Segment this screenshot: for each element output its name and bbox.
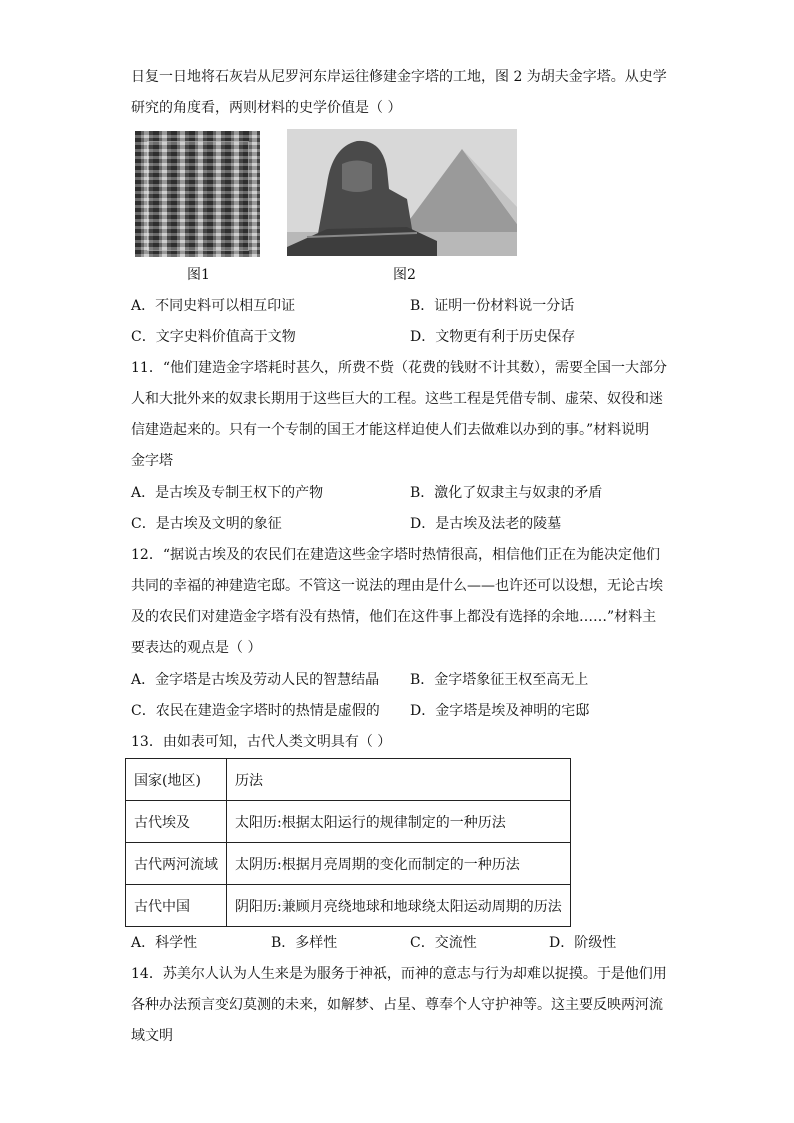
table-cell: 太阴历:根据月亮周期的变化而制定的一种历法 [227, 843, 571, 885]
q10-option-c: C．文字史料价值高于文物 [131, 329, 296, 345]
q14-stem-line-2: 各种办法预言变幻莫测的未来，如解梦、占星、尊奉个人守护神等。这主要反映两河流 [131, 997, 663, 1013]
q13-option-a: A．科学性 [131, 935, 198, 951]
q12-option-a: A．金字塔是古埃及劳动人民的智慧结晶 [131, 672, 380, 688]
sphinx-pyramid-illustration [287, 129, 517, 256]
q10-option-a: A．不同史料可以相互印证 [131, 298, 296, 314]
figure-2-caption: 图2 [393, 267, 416, 283]
q12-option-d: D．金字塔是埃及神明的宅邸 [410, 703, 590, 719]
q12-stem-line-3: 及的农民们对建造金字塔有没有热情，他们在这件事上都没有选择的余地……”材料主 [131, 609, 657, 625]
q12-stem-line-2: 共同的幸福的神建造宅邸。不管这一说法的理由是什么——也许还可以设想，无论古埃 [131, 578, 663, 594]
papyrus-document-image [135, 131, 260, 257]
table-header-cell: 历法 [227, 759, 571, 801]
q13-option-b: B．多样性 [271, 935, 338, 951]
table-cell: 古代中国 [126, 885, 227, 927]
table-cell: 阴阳历:兼顾月亮绕地球和地球绕太阳运动周期的历法 [227, 885, 571, 927]
q10-option-d: D．文物更有利于历史保存 [410, 329, 576, 345]
q11-stem-line-1: 11．“他们建造金字塔耗时甚久，所费不赀（花费的钱财不计其数），需要全国一大部分 [131, 360, 667, 376]
q11-stem-line-2: 人和大批外来的奴隶长期用于这些巨大的工程。这些工程是凭借专制、虚荣、奴役和迷 [131, 391, 663, 407]
q12-stem-line-1: 12．“据说古埃及的农民们在建造这些金字塔时热情很高，相信他们正在为能决定他们 [131, 547, 660, 563]
table-row [126, 801, 571, 843]
sphinx-pyramid-image [287, 129, 517, 256]
table-cell: 太阳历:根据太阳运行的规律制定的一种历法 [227, 801, 571, 843]
table-cell: 古代埃及 [126, 801, 227, 843]
q13-option-d: D．阶级性 [549, 935, 617, 951]
q11-option-b: B．激化了奴隶主与奴隶的矛盾 [410, 485, 603, 501]
q10-option-b: B．证明一份材料说一分话 [410, 298, 575, 314]
q11-stem-line-4: 金字塔 [131, 453, 173, 469]
table-header-cell: 国家(地区) [126, 759, 227, 801]
q11-option-d: D．是古埃及法老的陵墓 [410, 516, 562, 532]
figure-1-caption: 图1 [187, 267, 210, 283]
table-header-row [126, 759, 571, 801]
q10-stem-line-2: 研究的角度看，两则材料的史学价值是（ ） [131, 100, 402, 116]
table-row [126, 885, 571, 927]
q13-option-c: C．交流性 [410, 935, 477, 951]
q14-stem-line-3: 域文明 [131, 1028, 173, 1044]
q11-option-a: A．是古埃及专制王权下的产物 [131, 485, 324, 501]
table-row [126, 843, 571, 885]
q11-option-c: C．是古埃及文明的象征 [131, 516, 282, 532]
q12-option-b: B．金字塔象征王权至高无上 [410, 672, 589, 688]
table-cell: 古代两河流域 [126, 843, 227, 885]
q12-option-c: C．农民在建造金字塔时的热情是虚假的 [131, 703, 380, 719]
q13-stem: 13．由如表可知，古代人类文明具有（ ） [131, 734, 392, 750]
q10-stem-line-1: 日复一日地将石灰岩从尼罗河东岸运往修建金字塔的工地，图 2 为胡夫金字塔。从史学 [131, 69, 667, 85]
q11-stem-line-3: 信建造起来的。只有一个专制的国王才能这样迫使人们去做难以办到的事。”材料说明 [131, 422, 650, 438]
calendar-table [125, 758, 571, 927]
q14-stem-line-1: 14．苏美尔人认为人生来是为服务于神祇，而神的意志与行为却难以捉摸。于是他们用 [131, 966, 667, 982]
q12-stem-line-4: 要表达的观点是（ ） [131, 640, 262, 656]
